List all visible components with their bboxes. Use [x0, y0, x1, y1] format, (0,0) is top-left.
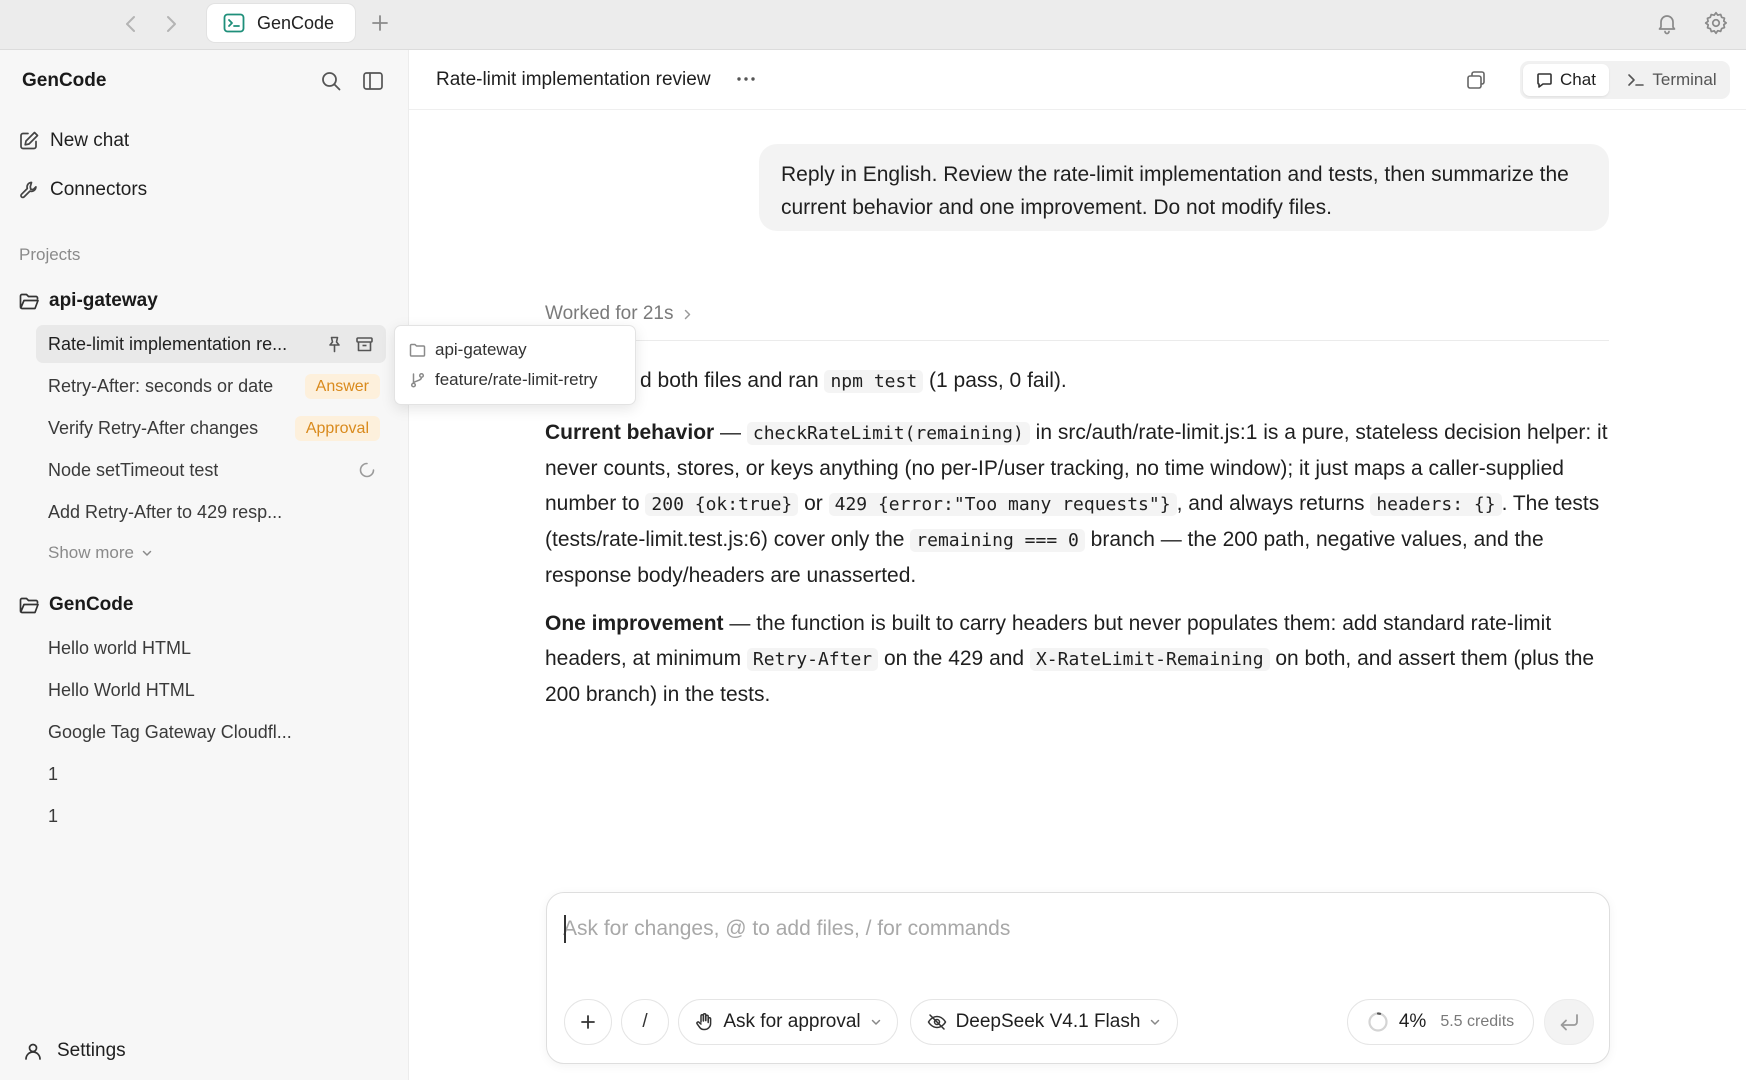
conversation-title: Rate-limit implementation review: [436, 69, 711, 90]
chat-info-popover: [394, 325, 636, 405]
usage-ring-icon: [1367, 1011, 1389, 1033]
project-name: api-gateway: [49, 290, 158, 311]
popover-folder: api-gateway: [435, 340, 527, 359]
chevron-down-icon: [870, 1016, 882, 1028]
tab-title: GenCode: [257, 12, 335, 33]
inline-code: headers: {}: [1370, 493, 1501, 516]
folder-icon: [409, 342, 426, 358]
more-options-icon[interactable]: [734, 67, 758, 91]
inline-code: npm test: [824, 370, 923, 393]
approval-mode-select[interactable]: [678, 999, 898, 1045]
inline-code: 429 {error:"Too many requests"}: [829, 493, 1177, 516]
answer-text: in src/auth/rate-limit.js:1 is a pure, stateless decision helper: it never counts, stores, or keys anything (no per-IP/user tracking, no time window); it just maps a caller-supplied number to: [545, 421, 1608, 515]
slash-label: /: [642, 1011, 648, 1032]
answer-text: on the 429 and: [878, 647, 1030, 670]
chat-item-retry-after-seconds[interactable]: [36, 367, 386, 405]
folder-open-icon: [19, 292, 40, 311]
inline-code: Retry-After: [747, 648, 878, 671]
text-caret: [564, 915, 566, 943]
chat-title: Verify Retry-After changes: [48, 417, 259, 438]
usage-indicator[interactable]: [1347, 999, 1534, 1045]
answer-paragraph-1: [545, 363, 1615, 399]
usage-percent: 4%: [1398, 1011, 1427, 1032]
inline-code: 200 {ok:true}: [645, 493, 798, 516]
show-more-button[interactable]: [48, 543, 153, 563]
gear-icon[interactable]: [1703, 10, 1729, 36]
bell-icon[interactable]: [1655, 11, 1679, 35]
settings-button[interactable]: [23, 1040, 126, 1062]
terminal-prompt-icon: [1627, 72, 1645, 88]
connectors-label: Connectors: [50, 179, 148, 200]
chevron-down-icon: [1149, 1016, 1161, 1028]
chat-title: Google Tag Gateway Cloudfl...: [48, 721, 292, 742]
projects-section-label: Projects: [19, 245, 81, 264]
answer-text: —: [714, 421, 747, 444]
chat-title: Hello world HTML: [48, 637, 192, 658]
answer-paragraph-2: [545, 415, 1615, 593]
archive-icon[interactable]: [355, 335, 374, 354]
title-bar: [0, 0, 1746, 50]
folder-open-icon: [19, 596, 40, 615]
chat-item-rate-limit[interactable]: [36, 325, 386, 363]
search-icon[interactable]: [320, 70, 342, 92]
answer-text: or: [798, 492, 829, 515]
chat-title: Node setTimeout test: [48, 459, 219, 480]
answer-text: . The tests (tests/rate-limit.test.js:6) cover only the: [545, 492, 1600, 551]
inline-code: X-RateLimit-Remaining: [1030, 648, 1270, 671]
user-message: Reply in English. Review the rate-limit implementation and tests, then summarize the current behavior and one improvement. Do not modify files.: [759, 144, 1609, 231]
tab-terminal[interactable]: [1619, 64, 1725, 96]
compose-icon: [18, 130, 40, 152]
send-button[interactable]: [1544, 999, 1594, 1045]
chat-item-hello-world-html[interactable]: [36, 629, 386, 667]
model-eye-icon: [927, 1013, 947, 1031]
model-label: DeepSeek V4.1 Flash: [955, 1011, 1141, 1032]
new-chat-label: New chat: [50, 130, 130, 151]
inline-code: checkRateLimit(remaining): [747, 422, 1030, 445]
tab-chat-label: Chat: [1560, 70, 1596, 89]
chat-title: Retry-After: seconds or date: [48, 375, 274, 396]
chat-item-1b[interactable]: [36, 797, 386, 835]
settings-label: Settings: [57, 1040, 126, 1061]
tab-gencode[interactable]: [207, 4, 355, 42]
inline-code: remaining === 0: [910, 529, 1085, 552]
chat-item-add-retry-after[interactable]: [36, 493, 386, 531]
chat-item-hello-world-html-2[interactable]: [36, 671, 386, 709]
conversation-header: [409, 50, 1746, 110]
copy-windows-icon[interactable]: [1465, 69, 1487, 91]
hand-icon: [694, 1012, 714, 1032]
chat-item-1[interactable]: [36, 755, 386, 793]
project-gencode[interactable]: [19, 594, 133, 616]
tab-chat[interactable]: [1523, 64, 1609, 96]
chat-item-node-settimeout[interactable]: [36, 451, 386, 489]
worked-for-toggle[interactable]: [545, 303, 693, 325]
chat-title: 1: [48, 805, 59, 826]
answer-text: (1 pass, 0 fail).: [929, 369, 1067, 392]
slash-commands-button[interactable]: [621, 999, 669, 1045]
forward-arrow-icon[interactable]: [159, 12, 183, 36]
answer-text: — the function is built to carry headers but never populates them: add standard rate-limit headers, at minimum: [545, 612, 1552, 670]
loading-spinner-icon: [358, 461, 376, 479]
popover-branch-row: [409, 370, 597, 390]
project-api-gateway[interactable]: [19, 290, 158, 312]
tab-terminal-label: Terminal: [1652, 70, 1717, 89]
answer-text: on both, and assert them (plus the 200 branch) in the tests.: [545, 647, 1595, 706]
sidebar-toggle-icon[interactable]: [362, 70, 384, 92]
chat-title: 1: [48, 763, 59, 784]
composer: [546, 892, 1610, 1064]
enter-arrow-icon: [1558, 1012, 1580, 1032]
chat-bubble-icon: [1536, 72, 1553, 89]
popover-branch: feature/rate-limit-retry: [435, 370, 598, 389]
chat-item-google-tag-gateway[interactable]: [36, 713, 386, 751]
approval-mode-label: Ask for approval: [723, 1011, 861, 1032]
git-branch-icon: [409, 372, 426, 388]
answer-text: d both files and ran: [640, 369, 819, 392]
new-tab-plus-icon[interactable]: [369, 12, 391, 34]
chat-title: Hello World HTML: [48, 679, 195, 700]
connectors-button[interactable]: [18, 179, 147, 201]
section-heading: One improvement: [545, 612, 724, 635]
terminal-icon: [223, 13, 245, 33]
add-attachment-button[interactable]: [564, 999, 612, 1045]
answer-text: , and always returns: [1176, 492, 1371, 515]
popover-folder-row: [409, 340, 527, 360]
wrench-icon: [18, 179, 40, 201]
chat-item-verify-retry-after[interactable]: [36, 409, 386, 447]
credits-remaining: 5.5 credits: [1440, 1013, 1515, 1030]
chevron-down-icon: [141, 547, 153, 559]
plus-icon: [579, 1013, 597, 1031]
chat-title: Rate-limit implementation re...: [48, 333, 288, 354]
app-name: GenCode: [22, 70, 107, 91]
project-name: GenCode: [49, 594, 134, 615]
back-arrow-icon[interactable]: [119, 12, 143, 36]
divider: [545, 340, 1609, 341]
worked-for-label: Worked for 21s: [545, 303, 674, 324]
chevron-right-icon: [682, 308, 693, 321]
answer-paragraph-3: [545, 606, 1615, 712]
message-input[interactable]: [563, 909, 1593, 949]
sidebar: [0, 50, 409, 1080]
answer-badge: Answer: [305, 374, 380, 399]
approval-badge: Approval: [295, 416, 380, 441]
answer-text: branch — the 200 path, negative values, and the response body/headers are unasserted.: [545, 528, 1544, 587]
user-icon: [23, 1041, 43, 1061]
pin-icon[interactable]: [325, 335, 344, 354]
view-switcher: [1520, 61, 1730, 99]
show-more-label: Show more: [48, 543, 134, 562]
chat-title: Add Retry-After to 429 resp...: [48, 501, 283, 522]
section-heading: Current behavior: [545, 421, 715, 444]
model-select[interactable]: [910, 999, 1178, 1045]
new-chat-button[interactable]: [18, 130, 129, 152]
